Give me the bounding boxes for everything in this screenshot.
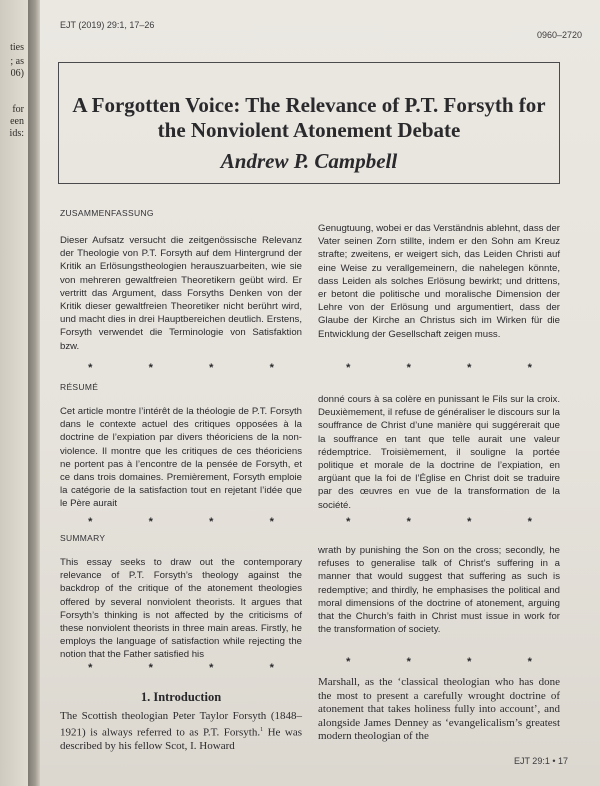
abstract-en-left: This essay seeks to draw out the contemporary relevance of P.T. Forsyth’s theology against the backdrop of the critique of the atonement theologies offered by several nonviolent theorists. It argues that Forsyth’s thinking is not affected by the criticisms of these nonviolent theorists in three main areas. Firstly, he employs the language of satisfaction while rejecting the notion that the Father satisfied his [60,557,302,661]
previous-page-edge [0,0,28,786]
left-page-fragment: for [12,104,24,115]
separator-stars: * * * * [346,362,532,374]
abstract-heading-en: SUMMARY [60,533,106,543]
book-gutter [28,0,40,786]
title-box [58,62,560,184]
abstract-fr-right: donné cours à sa colère en punissant le Fils sur la croix. Deuxièmement, il refuse de généraliser le discours sur la souffrance de Christ d’une manière qui suggérerait que la souffrance en tant que telle aurait une valeur rédemptrice. Troisièmement, il souligne la portée politique et morale de la doctrine de l’expiation, en argüant que la foi de l’Église en Christ doit se traduire par des œuvres en vue de la transformation de la société. [318,394,560,511]
separator-stars: * * * * [88,516,274,528]
article-title: A Forgotten Voice: The Relevance of P.T. Forsyth for the Nonviolent Atonement Debate [72,93,546,142]
abstract-heading-fr: RÉSUMÉ [60,382,99,392]
separator-stars: * * * * [346,516,532,528]
body-text-right: Marshall, as the ‘classical theologian who has done the most to present a carefully wrought doctrine of atonement that takes holiness fully into account’, and alongside James Denney as ‘evangelicalism’s greatest modern theologian of the [318,676,560,743]
separator-stars: * * * * [346,656,532,668]
left-page-fragment: ties [10,42,24,53]
footnote-marker[interactable]: 1 [260,726,264,733]
left-page-fragment: ids: [9,128,24,139]
left-page-fragment: ; as [10,56,24,67]
body-text-left: The Scottish theologian Peter Taylor Forsyth (1848–1921) is always referred to as P.T. Forsyth.$^1$ He was described by his fellow Scot, I. Howard [60,710,303,752]
abstract-heading-de: ZUSAMMENFASSUNG [60,208,154,218]
journal-page [40,0,600,786]
page-footer: EJT 29:1 • 17 [513,756,568,766]
abstract-en-right: wrath by punishing the Son on the cross; secondly, he refuses to generalise talk of Christ’s suffering in a manner that would suggest that suffering as such is redemptive; and thirdly, he emphasises the political and moral dimensions of the doctrine of atonement, arguing that the Church’s faith in Christ must issue in work for the transformation of society. [318,545,560,636]
separator-stars: * * * * [88,362,274,374]
separator-stars: * * * * [88,662,274,674]
abstract-de-left: Dieser Aufsatz versucht die zeitgenössische Relevanz der Theologie von P.T. Forsyth auf dem Hintergrund der Kritik an Erlösungstheologien herauszuarbeiten, wie sie von mehreren gewaltfreien Theoretikern geübt wird. Er vertritt das Argument, dass Forsyths Denken von der Kritik dieser gewaltfreien Theoretiker nicht berührt wird, und macht dies in drei Hauptbereichen deutlich. Erstens, Forsyth verwendet die Terminologie von Satisfaktion bzw. [60,235,302,352]
article-author: Andrew P. Campbell [220,149,398,173]
journal-citation: EJT (2019) 29:1, 17–26 [60,20,155,30]
abstract-fr-left: Cet article montre l’intérêt de la théologie de P.T. Forsyth dans le contexte actuel des critiques opposées à la doctrine de l’expiation par divers théoriciens de la non-violence. Il montre que les critiques de ces théoriciens ne portent pas à l’encontre de la pensée de Forsyth, et ce dans trois domaines. Premièrement, Forsyth emploie la catégorie de la satisfaction tout en rejetant l’idée que le Père aurait [60,406,302,510]
issn: 0960–2720 [536,30,582,40]
section-heading: 1. Introduction [140,690,222,704]
left-page-fragment: een [10,116,24,127]
left-page-fragment: 06) [10,68,24,79]
abstract-de-right: Genugtuung, wobei er das Verständnis ablehnt, dass der Vater seinen Zorn stillte, indem er den Sohn am Kreuz strafte; zweitens, er weigert sich, das Leiden Christi auf eine Weise zu verallgemeinern, die nahelegen könnte, dass Leiden als solches Erlösung bewirkt; und drittens, er betont die politische und moralische Dimension der Lehre von der Erlösung und argumentiert, dass der Glaube der Kirche an Christus sich im Wirken für die Entwicklung der Gesellschaft zeigen muss. [318,223,560,340]
